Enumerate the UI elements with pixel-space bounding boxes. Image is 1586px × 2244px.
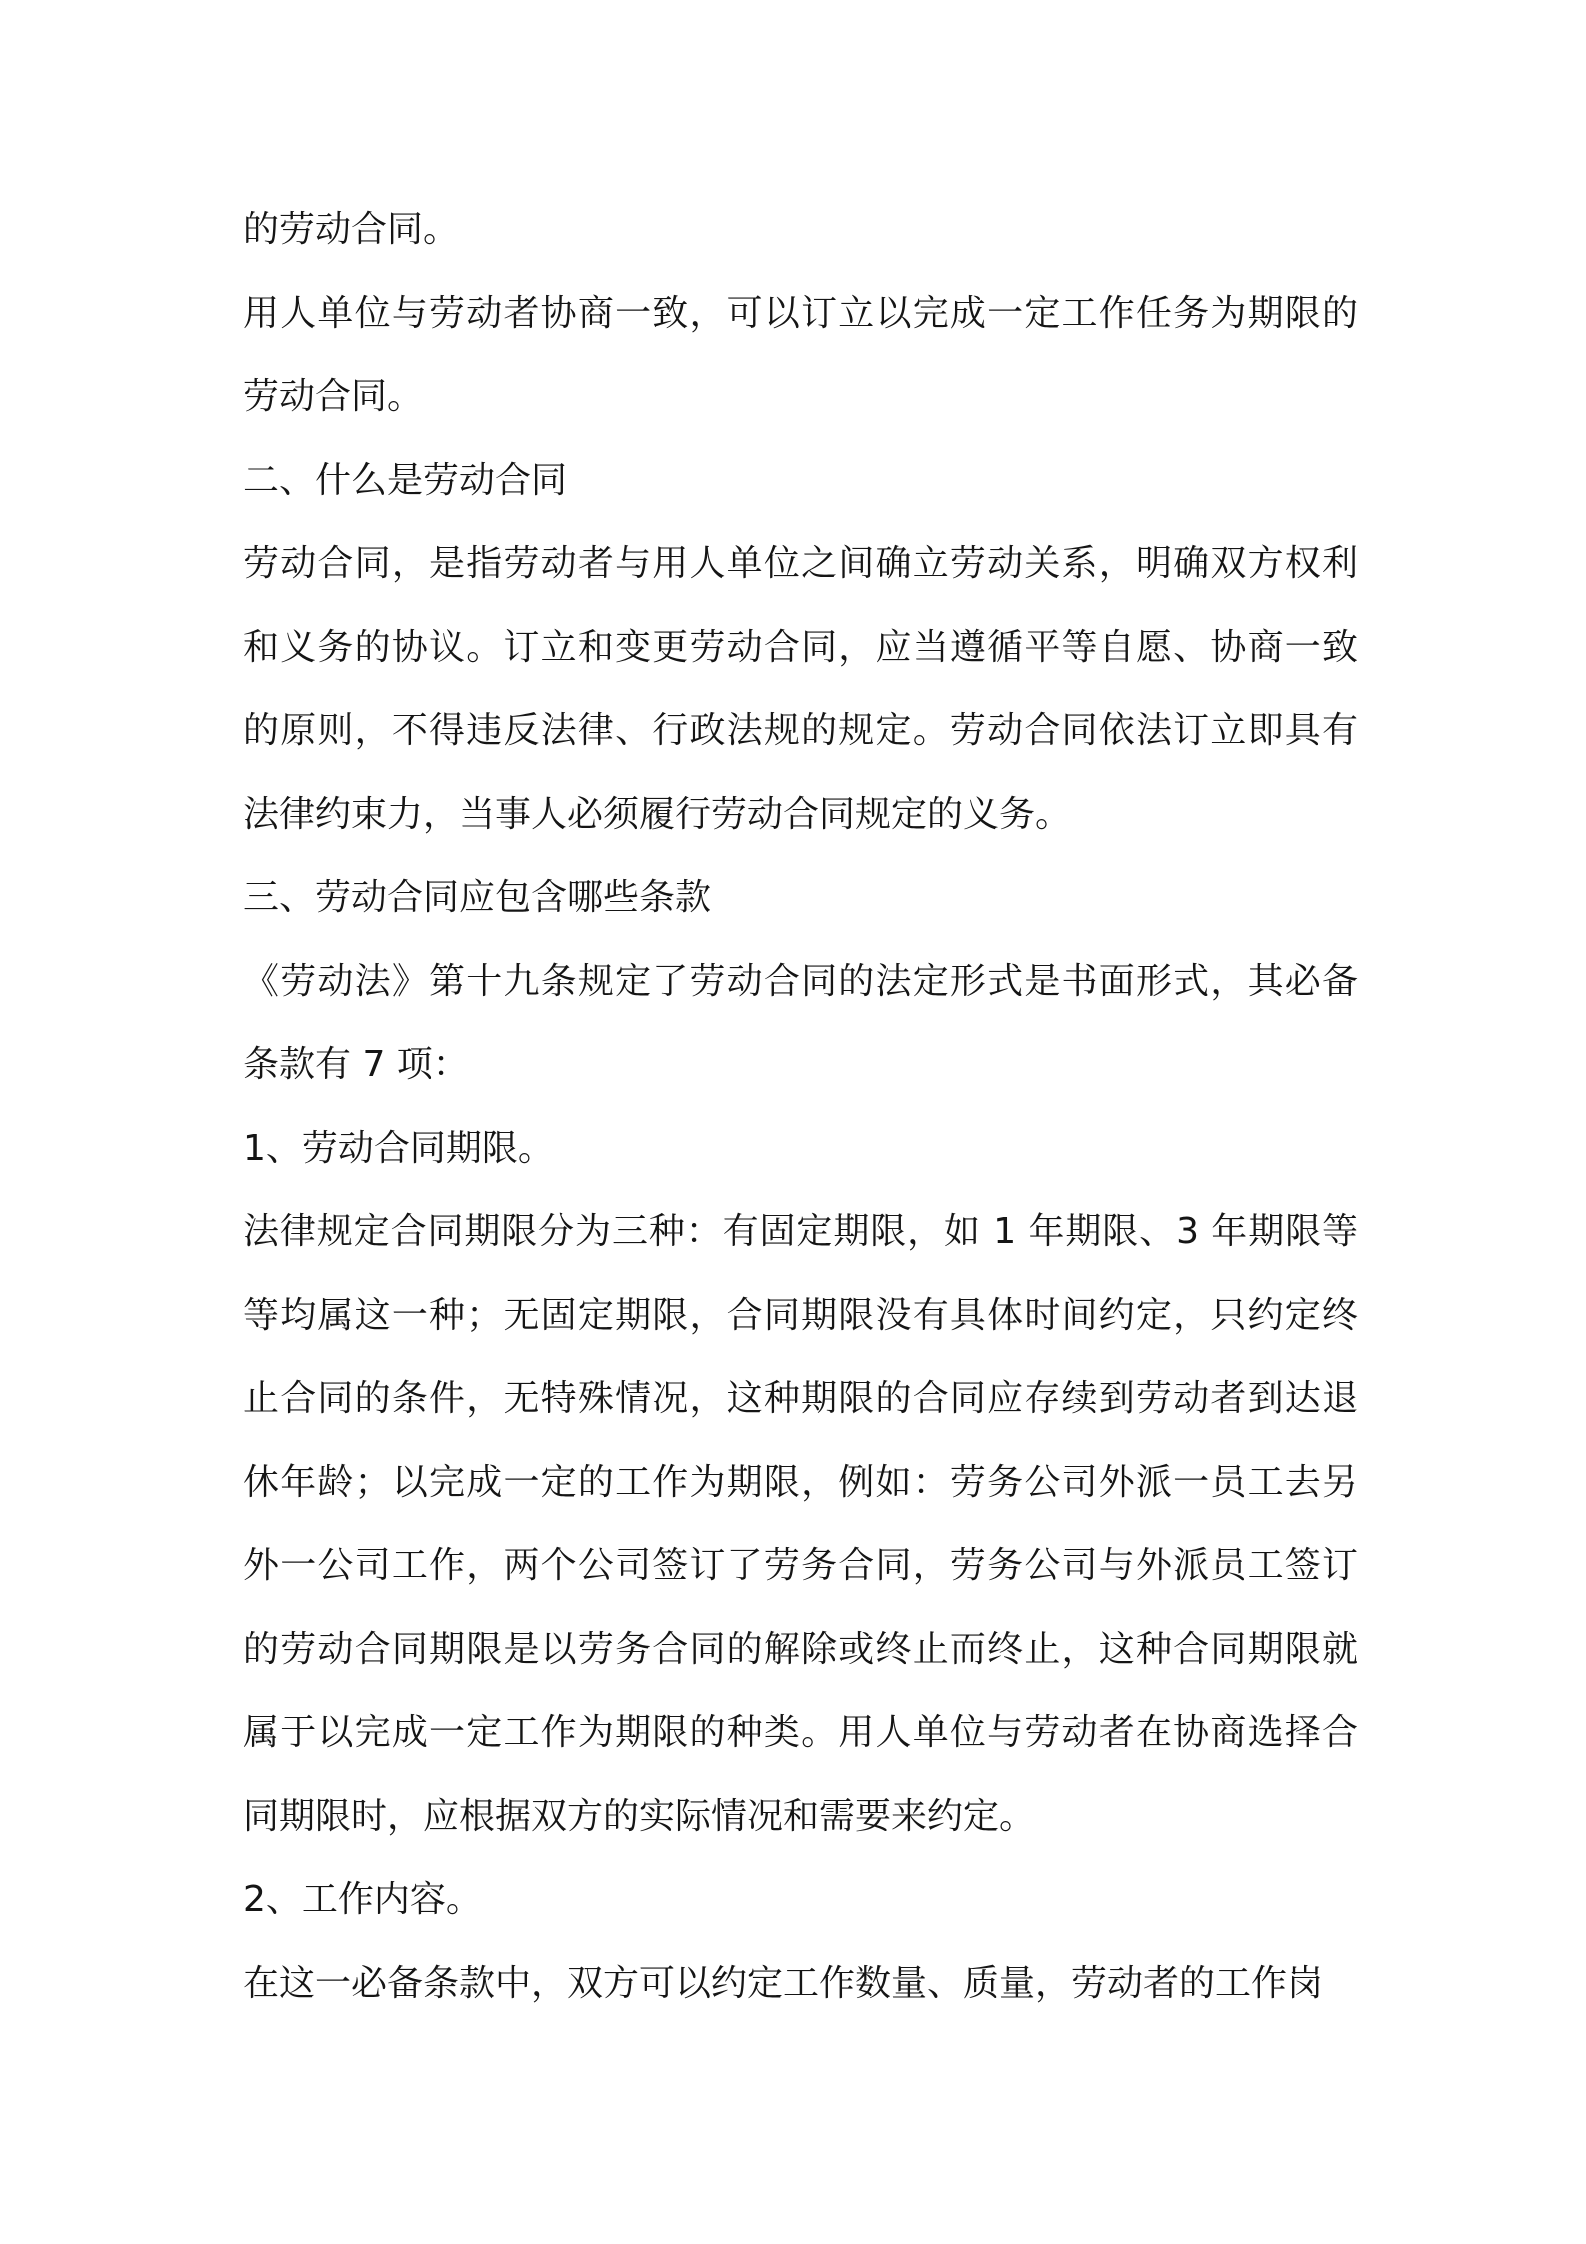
paragraph-contract-term-types: 法律规定合同期限分为三种：有固定期限，如 1 年期限、3 年期限等等均属这一种；无固定期限，合同期限没有具体时间约定，只约定终止合同的条件，无特殊情况，这种期限的合同应存续到劳动者到达退休年龄；以完成一定的工作为期限，例如：劳务公司外派一员工去另外一公司工作，两个公司签订了劳务合同，劳务公司与外派员工签订的劳动合同期限是以劳务合同的解除或终止而终止，这种合同期限就属于以完成一定工作为期限的种类。用人单位与劳动者在协商选择合同期限时，应根据双方的实际情况和需要来约定。: [243, 1211, 1358, 1837]
paragraph-labor-contract-definition: 劳动合同，是指劳动者与用人单位之间确立劳动关系，明确双方权利和义务的协议。订立和变更劳动合同，应当遵循平等自愿、协商一致的原则，不得违反法律、行政法规的规定。劳动合同依法订立即具有法律约束力，当事人必须履行劳动合同规定的义务。: [243, 543, 1358, 835]
clause-heading-contract-term: 1、劳动合同期限。: [243, 1127, 554, 1169]
paragraph-continuation: 的劳动合同。: [243, 209, 460, 250]
section-heading-contract-clauses: 三、劳动合同应包含哪些条款: [243, 877, 712, 918]
clause-heading-work-content: 2、工作内容。: [243, 1879, 482, 1920]
document-body: [243, 188, 1358, 2025]
paragraph-labor-law-article-19: 《劳动法》第十九条规定了劳动合同的法定形式是书面形式，其必备条款有 7 项：: [243, 960, 1358, 1085]
paragraph-work-content: 在这一必备条款中，双方可以约定工作数量、质量，劳动者的工作岗: [243, 1962, 1324, 2004]
paragraph-task-based-contract: 用人单位与劳动者协商一致，可以订立以完成一定工作任务为期限的劳动合同。: [243, 292, 1358, 417]
section-heading-what-is-labor-contract: 二、什么是劳动合同: [243, 459, 568, 501]
